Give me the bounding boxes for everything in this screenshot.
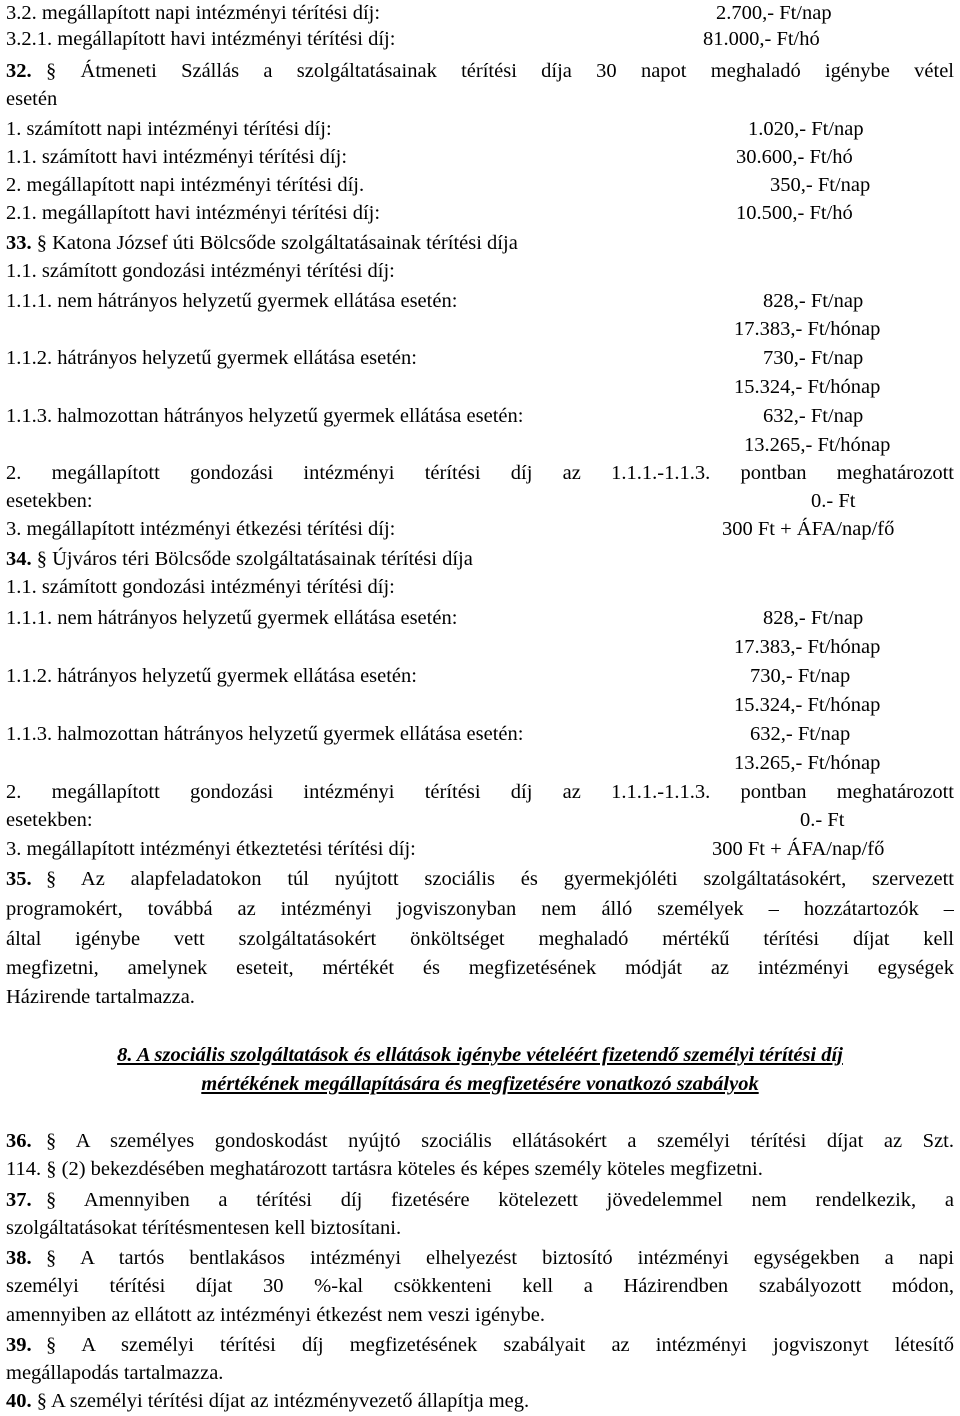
section-40-heading: 40. § A személyi térítési díjat az intézményvezető állapítja meg. xyxy=(6,1390,530,1412)
fee-line-label: 2.1. megállapított havi intézményi térítési díj: xyxy=(6,202,381,224)
fee-line-label: 1. számított napi intézményi térítési díj: xyxy=(6,118,332,140)
section-37-text: § Amennyiben a térítési díj fizetésére kötelezett jövedelemmel nem rendelkezik, a xyxy=(46,1189,954,1211)
fee-line-label: 1.1.2. hátrányos helyzetű gyermek ellátása esetén: xyxy=(6,347,417,369)
fee-line-label: 1.1.1. nem hátrányos helyzetű gyermek ellátása esetén: xyxy=(6,607,458,629)
fee-line-label: 1.1. számított havi intézményi térítési díj: xyxy=(6,146,348,168)
fee-line-label: esetekben: xyxy=(6,490,93,512)
fee-line-label: 3.2. megállapított napi intézményi térítési díj: xyxy=(6,2,381,24)
fee-line-label: 3. megállapított intézményi étkezési térítési díj: xyxy=(6,518,396,540)
section-39-text: § A személyi térítési díj megfizetésének szabályait az intézményi jogviszonyt létesítő xyxy=(46,1334,954,1356)
section-38-text: § A tartós bentlakásos intézményi elhelyezést biztosító intézményi egységekben a napi xyxy=(46,1247,954,1269)
section-36-text: § A személyes gondoskodást nyújtó szociális ellátásokért a személyi térítési díjat az Szt. xyxy=(46,1130,954,1152)
fee-value: 300 Ft + ÁFA/nap/fő xyxy=(712,838,885,860)
fee-line-label: esetekben: xyxy=(6,809,93,831)
paragraph-line: Házirende tartalmazza. xyxy=(6,986,195,1008)
chapter-heading-line2: mértékének megállapítására és megfizetésére vonatkozó szabályok xyxy=(201,1073,759,1095)
fee-value: 17.383,- Ft/hónap xyxy=(734,318,881,340)
section-37-number: 37. xyxy=(6,1189,32,1211)
fee-value: 81.000,- Ft/hó xyxy=(703,28,820,50)
fee-line-label: 3. megállapított intézményi étkeztetési térítési díj: xyxy=(6,838,416,860)
fee-value: 2.700,- Ft/nap xyxy=(716,2,832,24)
fee-value: 30.600,- Ft/hó xyxy=(736,146,853,168)
section-36-number: 36. xyxy=(6,1130,32,1152)
fee-value: 828,- Ft/nap xyxy=(763,607,864,629)
fee-value: 15.324,- Ft/hónap xyxy=(734,694,881,716)
fee-value: 632,- Ft/nap xyxy=(750,723,851,745)
fee-line-label: 2. megállapított napi intézményi térítési díj. xyxy=(6,174,365,196)
paragraph-line: által igénybe vett szolgáltatásokért önköltséget meghaladó mértékű térítési díjat kell xyxy=(6,928,954,950)
section-32-title-cont: esetén xyxy=(6,88,58,110)
fee-line-justified: 2. megállapított gondozási intézményi térítési díj az 1.1.1.-1.1.3. pontban meghatározott xyxy=(6,781,954,803)
paragraph-line: szolgáltatásokat térítésmentesen kell biztosítani. xyxy=(6,1217,402,1239)
fee-value: 730,- Ft/nap xyxy=(750,665,851,687)
paragraph-line: 114. § (2) bekezdésében meghatározott tartásra köteles és képes személy köteles megfizetni. xyxy=(6,1158,763,1180)
fee-value: 350,- Ft/nap xyxy=(770,174,871,196)
fee-line-label: 3.2.1. megállapított havi intézményi térítési díj: xyxy=(6,28,396,50)
fee-value: 300 Ft + ÁFA/nap/fő xyxy=(722,518,895,540)
fee-value: 632,- Ft/nap xyxy=(763,405,864,427)
chapter-heading-line1: 8. A szociális szolgáltatások és ellátások igénybe vételéért fizetendő személyi térítési díj xyxy=(117,1044,843,1066)
section-35-text: § Az alapfeladatokon túl nyújtott szociális és gyermekjóléti szolgáltatásokért, szervezett xyxy=(46,868,954,890)
fee-line-label: 1.1.1. nem hátrányos helyzetű gyermek ellátása esetén: xyxy=(6,290,458,312)
paragraph-line: megállapodás tartalmazza. xyxy=(6,1362,224,1384)
fee-line-label: 1.1. számított gondozási intézményi térítési díj: xyxy=(6,260,395,282)
fee-value: 15.324,- Ft/hónap xyxy=(734,376,881,398)
fee-value: 730,- Ft/nap xyxy=(763,347,864,369)
fee-value: 0.- Ft xyxy=(800,809,845,831)
fee-line-label: 1.1. számított gondozási intézményi térítési díj: xyxy=(6,576,395,598)
paragraph-line: megfizetni, amelynek eseteit, mértékét és megfizetésének módját az intézményi egységek xyxy=(6,957,954,979)
section-38-number: 38. xyxy=(6,1247,32,1269)
fee-value: 13.265,- Ft/hónap xyxy=(744,434,891,456)
fee-value: 828,- Ft/nap xyxy=(763,290,864,312)
fee-value: 13.265,- Ft/hónap xyxy=(734,752,881,774)
fee-value: 0.- Ft xyxy=(811,490,856,512)
fee-line-label: 1.1.2. hátrányos helyzetű gyermek ellátása esetén: xyxy=(6,665,417,687)
section-35-number: 35. xyxy=(6,868,32,890)
fee-line-label: 1.1.3. halmozottan hátrányos helyzetű gyermek ellátása esetén: xyxy=(6,723,524,745)
fee-line-justified: 2. megállapított gondozási intézményi térítési díj az 1.1.1.-1.1.3. pontban meghatározott xyxy=(6,462,954,484)
paragraph-line: személyi térítési díjat 30 %-kal csökkenteni kell a Házirendben szabályozott módon, xyxy=(6,1275,954,1297)
section-33-heading: 33. § Katona József úti Bölcsőde szolgáltatásainak térítési díja xyxy=(6,232,518,254)
section-32-title: § Átmeneti Szállás a szolgáltatásainak térítési díja 30 napot meghaladó igénybe vétel xyxy=(46,60,954,82)
fee-line-label: 1.1.3. halmozottan hátrányos helyzetű gyermek ellátása esetén: xyxy=(6,405,524,427)
paragraph-line: amennyiben az ellátott az intézményi étkezést nem veszi igénybe. xyxy=(6,1304,546,1326)
paragraph-line: programokért, továbbá az intézményi jogviszonyban nem álló személyek – hozzátartozók – xyxy=(6,898,954,920)
section-34-heading: 34. § Újváros téri Bölcsőde szolgáltatásainak térítési díja xyxy=(6,548,473,570)
fee-value: 17.383,- Ft/hónap xyxy=(734,636,881,658)
fee-value: 10.500,- Ft/hó xyxy=(736,202,853,224)
section-32-number: 32. xyxy=(6,60,32,82)
fee-value: 1.020,- Ft/nap xyxy=(748,118,864,140)
section-39-number: 39. xyxy=(6,1334,32,1356)
